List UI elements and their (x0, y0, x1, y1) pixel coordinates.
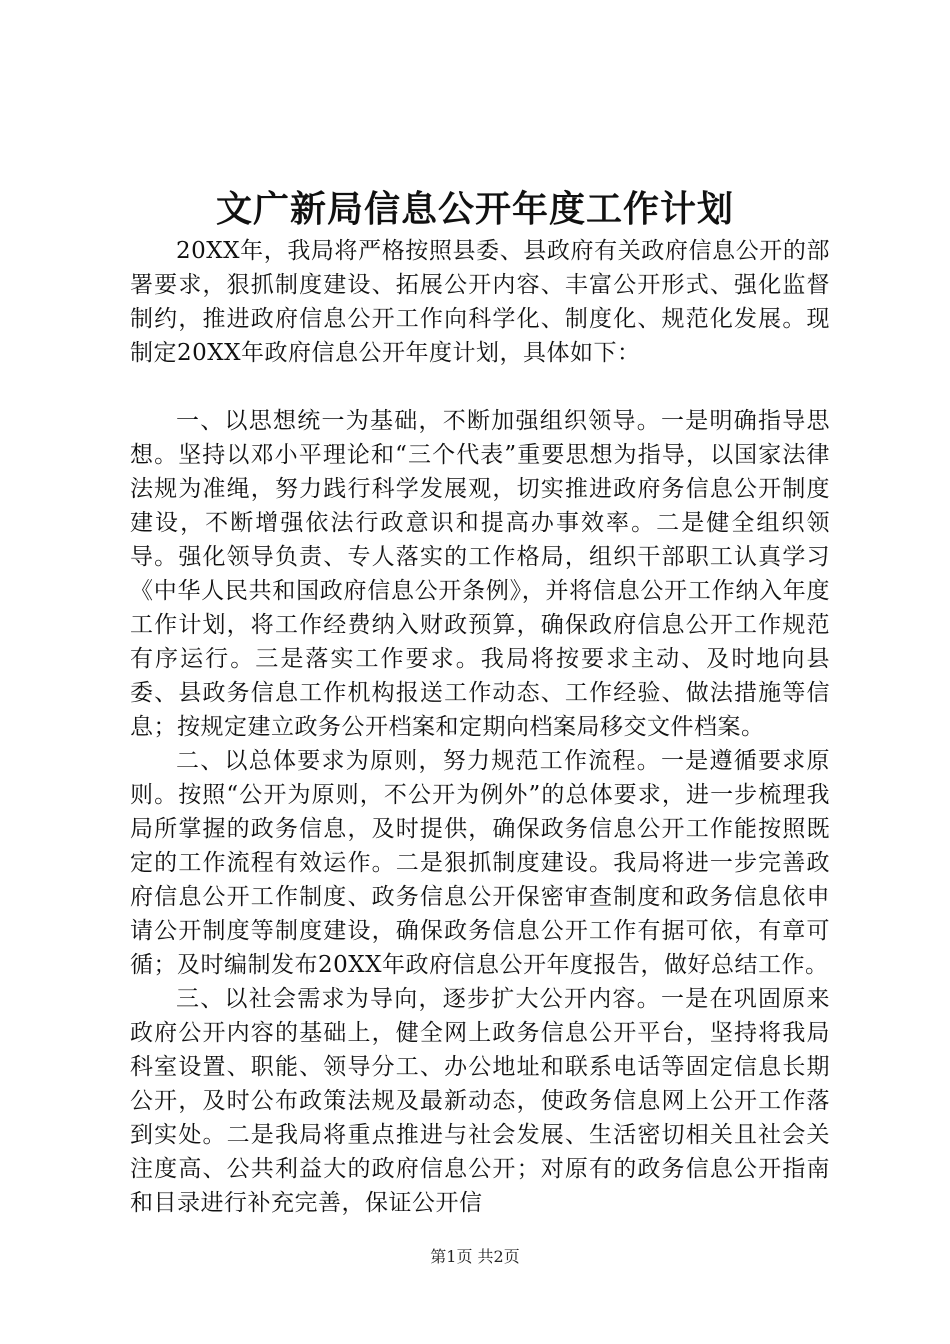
page-footer: 第1页 共2页 (430, 1247, 520, 1266)
section-three-paragraph: 三、以社会需求为导向，逐步扩大公开内容。一是在巩固原来政府公开内容的基础上，健全网上政务信息公开平台，坚持将我局科室设置、职能、领导分工、办公地址和联系电话等固定信息长期公开，及时公布政策法规及最新动态，使政务信息网上公开工作落到实处。二是我局将重点推进与社会发展、生活密切相关且社会关注度高、公共利益大的政府信息公开；对原有的政务信息公开指南和目录进行补充完善，保证公开信 (130, 986, 830, 1216)
section-one-paragraph: 一、以思想统一为基础，不断加强组织领导。一是明确指导思想。坚持以邓小平理论和“三个代表”重要思想为指导，以国家法律法规为准绳，努力践行科学发展观，切实推进政府务信息公开制度建设，不断增强依法行政意识和提高办事效率。二是健全组织领导。强化领导负责、专人落实的工作格局，组织干部职工认真学习《中华人民共和国政府信息公开条例》，并将信息公开工作纳入年度工作计划，将工作经费纳入财政预算，确保政府信息公开工作规范有序运行。三是落实工作要求。我局将按要求主动、及时地向县委、县政务信息工作机构报送工作动态、工作经验、做法措施等信息；按规定建立政务公开档案和定期向档案局移交文件档案。 (130, 408, 830, 740)
document-title: 文广新局信息公开年度工作计划 (215, 188, 734, 230)
intro-paragraph: 20XX年，我局将严格按照县委、县政府有关政府信息公开的部署要求，狠抓制度建设、拓展公开内容、丰富公开形式、强化监督制约，推进政府信息公开工作向科学化、制度化、规范化发展。现制定20XX年政府信息公开年度计划，具体如下： (130, 238, 830, 366)
section-two-paragraph: 二、以总体要求为原则，努力规范工作流程。一是遵循要求原则。按照“公开为原则，不公开为例外”的总体要求，进一步梳理我局所掌握的政务信息，及时提供，确保政务信息公开工作能按照既定的工作流程有效运作。二是狠抓制度建设。我局将进一步完善政府信息公开工作制度、政务信息公开保密审查制度和政务信息依申请公开制度等制度建设，确保政务信息公开工作有据可依，有章可循；及时编制发布20XX年政府信息公开年度报告，做好总结工作。 (130, 748, 830, 978)
document-body (130, 234, 830, 1220)
